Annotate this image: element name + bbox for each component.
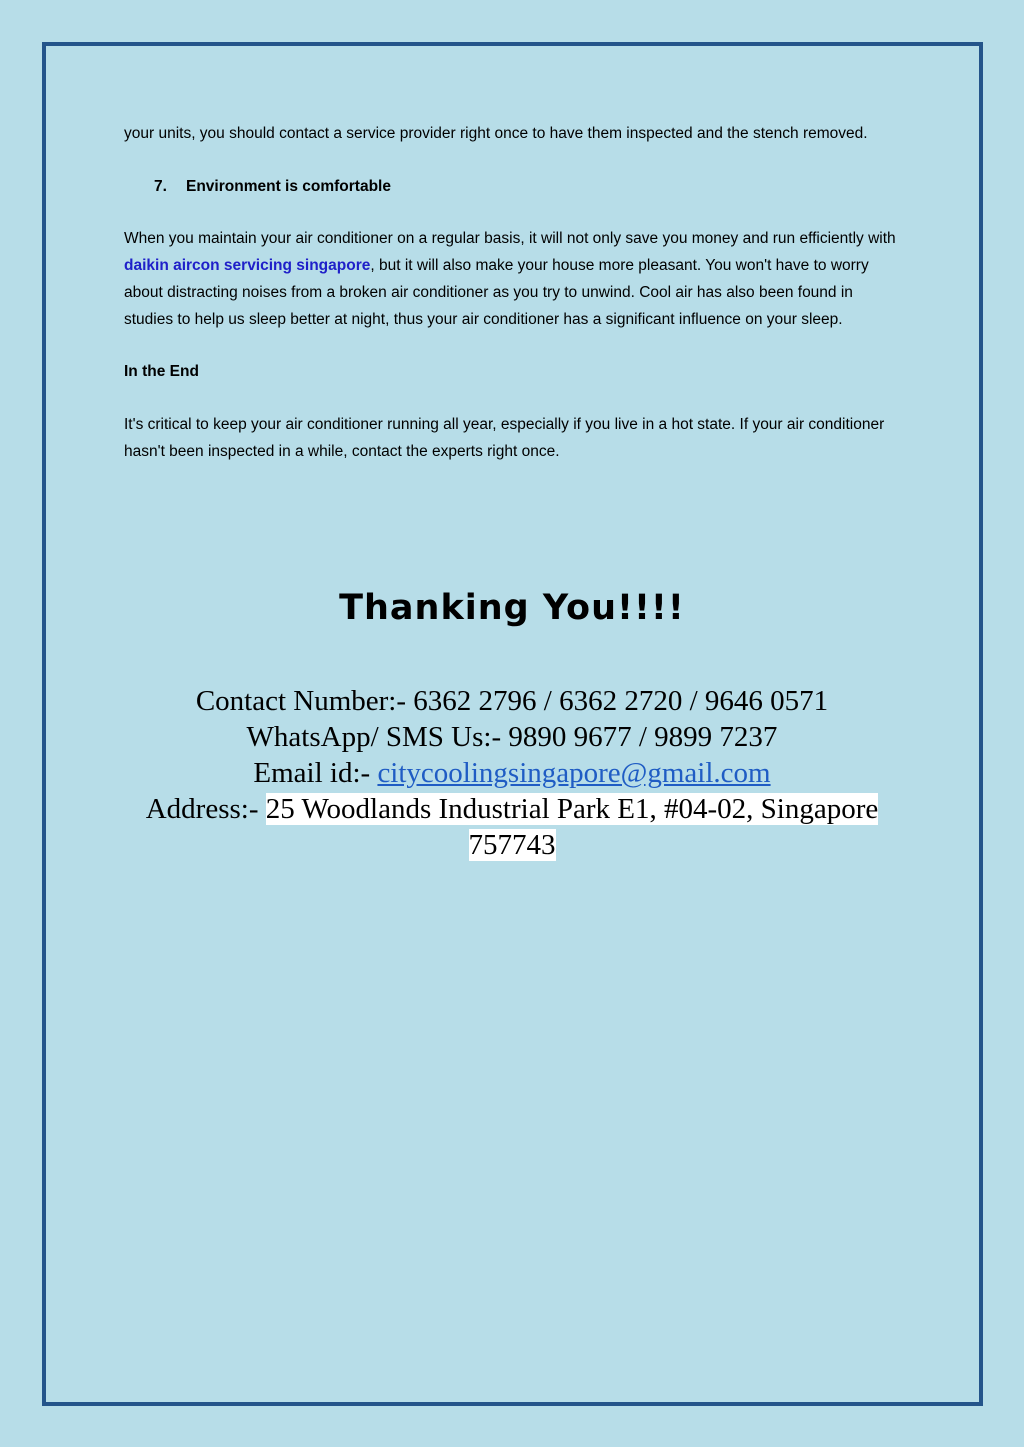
address-label: Address:-: [145, 793, 266, 825]
whatsapp-value: 9890 9677 / 9899 7237: [508, 721, 778, 753]
intro-paragraph: your units, you should contact a service provider right once to have them inspected and the stench removed.: [124, 125, 868, 142]
in-the-end-heading: In the End: [124, 363, 199, 381]
thanking-you-title: Thanking You!!!!: [339, 588, 685, 628]
email-line: [112, 755, 912, 791]
section-7-paragraph: [124, 226, 904, 333]
section-7-number: 7.: [154, 177, 167, 195]
in-the-end-paragraph: It's critical to keep your air conditioner running all year, especially if you live in a hot state. If your air conditioner hasn't been inspected in a while, contact the experts right once.: [124, 415, 885, 460]
email-label: Email id:-: [253, 757, 378, 789]
whatsapp-line: [112, 719, 912, 755]
contact-number-value: 6362 2796 / 6362 2720 / 9646 0571: [413, 685, 829, 717]
contact-number-line: [112, 683, 912, 719]
section-7-text-before: When you maintain your air conditioner on a regular basis, it will not only save you money and run efficiently with: [124, 230, 896, 248]
email-link[interactable]: citycoolingsingapore@gmail.com: [377, 757, 771, 789]
contact-block: [112, 683, 912, 863]
daikin-aircon-link[interactable]: daikin aircon servicing singapore: [124, 257, 371, 275]
whatsapp-label: WhatsApp/ SMS Us:-: [246, 721, 509, 753]
contact-number-label: Contact Number:-: [195, 685, 414, 717]
address-line: [112, 791, 912, 863]
section-7-heading: [124, 174, 904, 201]
document-body: [124, 121, 904, 465]
section-7-text-after: , but it will also make your house more pleasant. You won't have to worry about distracting noises from a broken air conditioner as you try to unwind. Cool air has also been found in studies to help us sleep better at night, thus your air conditioner has a significant influence on your sleep.: [124, 257, 869, 328]
section-7-title: Environment is comfortable: [186, 177, 391, 195]
address-value: 25 Woodlands Industrial Park E1, #04-02, Singapore 757743: [265, 793, 879, 861]
